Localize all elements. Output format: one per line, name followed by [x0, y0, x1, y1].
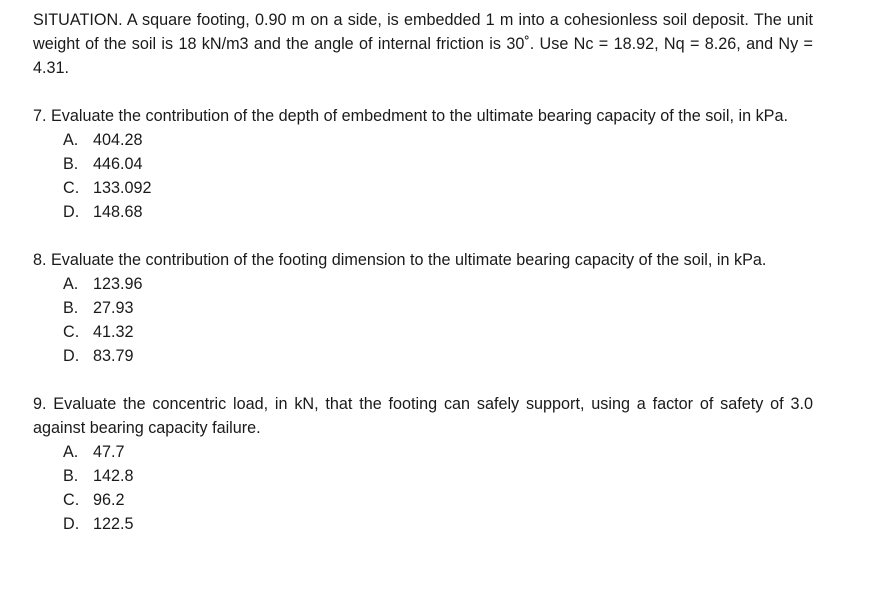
- option-value: 148.68: [93, 203, 143, 221]
- question-text: 9. Evaluate the concentric load, in kN, that the footing can safely support, using a factor of safety of 3.0 against bearing capacity failure.: [33, 395, 813, 437]
- option-letter: A.: [63, 131, 79, 149]
- option-value: 41.32: [93, 323, 134, 341]
- option-letter: B.: [63, 299, 79, 317]
- option-list: [33, 128, 813, 224]
- option-c: [63, 320, 813, 344]
- question-block-8: [33, 248, 813, 368]
- option-value: 83.79: [93, 347, 134, 365]
- option-letter: B.: [63, 467, 79, 485]
- option-letter: D.: [63, 347, 80, 365]
- option-c: [63, 176, 813, 200]
- option-list: [33, 272, 813, 368]
- option-value: 47.7: [93, 443, 125, 461]
- option-value: 142.8: [93, 467, 134, 485]
- question-text: 7. Evaluate the contribution of the depth of embedment to the ultimate bearing capacity of the soil, in kPa.: [33, 107, 788, 125]
- option-value: 404.28: [93, 131, 143, 149]
- option-letter: D.: [63, 203, 80, 221]
- option-value: 122.5: [93, 515, 134, 533]
- option-letter: B.: [63, 155, 79, 173]
- option-b: [63, 296, 813, 320]
- question-text: 8. Evaluate the contribution of the footing dimension to the ultimate bearing capacity of the soil, in kPa.: [33, 251, 767, 269]
- option-value: 96.2: [93, 491, 125, 509]
- option-c: [63, 488, 813, 512]
- question-block-7: [33, 104, 813, 224]
- option-b: [63, 464, 813, 488]
- situation-paragraph: SITUATION. A square footing, 0.90 m on a side, is embedded 1 m into a cohesionless soil deposit. The unit weight of the soil is 18 kN/m3 and the angle of internal friction is 30˚. Use Nc = 18.92, Nq = 8.26, and Ny = 4.31.: [33, 11, 813, 77]
- option-letter: A.: [63, 275, 79, 293]
- option-letter: C.: [63, 179, 80, 197]
- option-d: [63, 200, 813, 224]
- option-a: [63, 440, 813, 464]
- option-letter: C.: [63, 323, 80, 341]
- option-value: 27.93: [93, 299, 134, 317]
- option-value: 123.96: [93, 275, 143, 293]
- option-value: 446.04: [93, 155, 143, 173]
- question-block-9: [33, 392, 813, 536]
- option-value: 133.092: [93, 179, 152, 197]
- option-letter: A.: [63, 443, 79, 461]
- option-list: [33, 440, 813, 536]
- option-a: [63, 128, 813, 152]
- option-d: [63, 344, 813, 368]
- option-b: [63, 152, 813, 176]
- option-d: [63, 512, 813, 536]
- option-a: [63, 272, 813, 296]
- option-letter: D.: [63, 515, 80, 533]
- option-letter: C.: [63, 491, 80, 509]
